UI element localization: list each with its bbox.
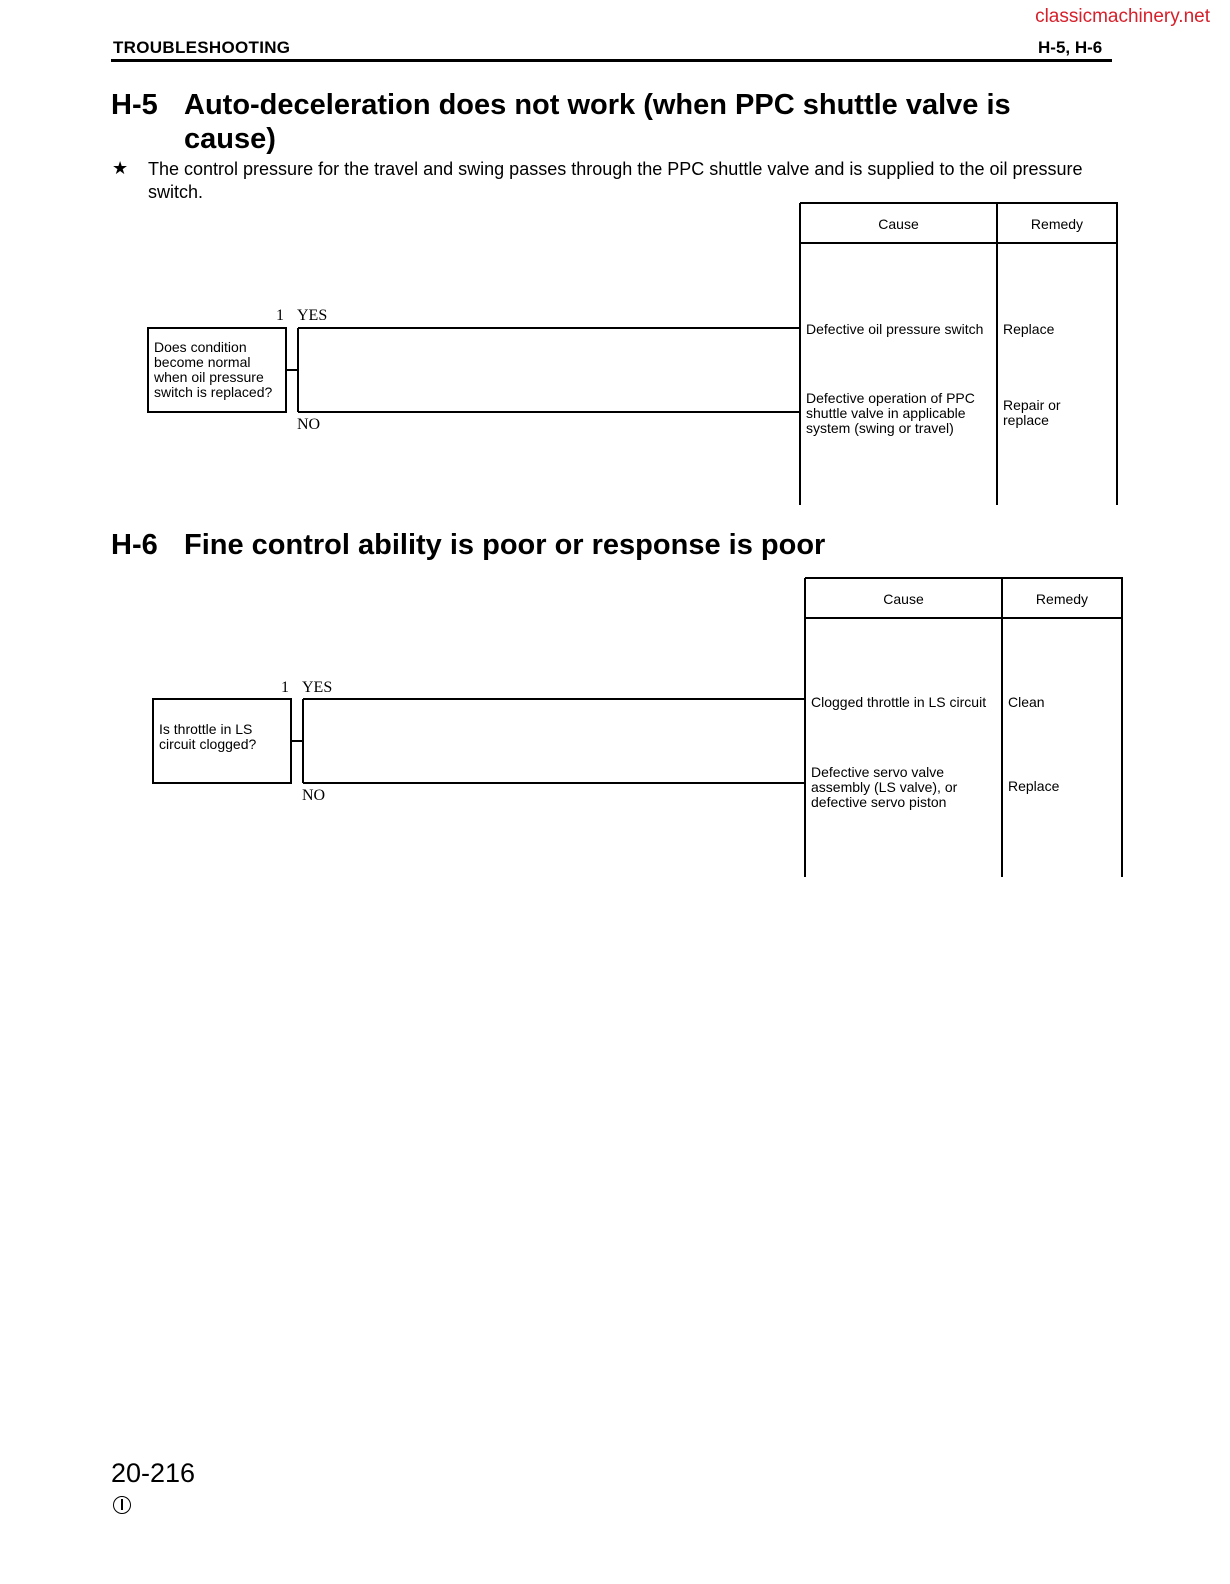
h6-remedy-header: Remedy bbox=[1035, 591, 1089, 607]
page-number: 20-216 bbox=[111, 1458, 196, 1488]
h5-remedy-1: Replace bbox=[1003, 321, 1055, 337]
h5-question-number: 1 bbox=[276, 307, 284, 324]
running-header-codes: H-5, H-6 bbox=[1038, 38, 1103, 57]
revision-mark-icon bbox=[113, 1496, 131, 1514]
h5-note: The control pressure for the travel and swing passes through the PPC shuttle valve and is supplied to the oil pressure switch. bbox=[148, 159, 1083, 202]
h5-remedy-header: Remedy bbox=[1030, 216, 1084, 232]
h5-cause-header: Cause bbox=[878, 216, 919, 232]
h5-cause-2: Defective operation of PPC shuttle valve in applicable system (swing or travel) bbox=[806, 390, 975, 436]
h6-yes-label: YES bbox=[302, 679, 333, 696]
h6-code: H-6 bbox=[111, 529, 158, 561]
h6-cause-2: Defective servo valve assembly (LS valve), or defective servo piston bbox=[811, 764, 958, 810]
h5-yes-label: YES bbox=[297, 307, 328, 324]
running-header-section: TROUBLESHOOTING bbox=[113, 38, 291, 57]
h6-question-text: Is throttle in LS circuit clogged? bbox=[159, 721, 257, 752]
h5-cause-1: Defective oil pressure switch bbox=[806, 321, 984, 337]
h6-remedy-2: Replace bbox=[1008, 778, 1060, 794]
watermark: classicmachinery.net bbox=[1035, 6, 1210, 27]
h6-heading bbox=[111, 528, 1111, 564]
h6-cause-1: Clogged throttle in LS circuit bbox=[811, 694, 987, 710]
h6-no-label: NO bbox=[302, 787, 326, 804]
h6-cause-header: Cause bbox=[883, 591, 924, 607]
h6-remedy-1: Clean bbox=[1008, 694, 1045, 710]
h5-remedy-2: Repair or replace bbox=[1003, 397, 1061, 428]
h6-title: Fine control ability is poor or response is poor bbox=[184, 529, 826, 561]
h5-code: H-5 bbox=[111, 89, 158, 121]
note-star-icon: ★ bbox=[112, 158, 129, 178]
h5-no-label: NO bbox=[297, 416, 321, 433]
h6-question-number: 1 bbox=[281, 679, 289, 696]
h5-title: Auto-deceleration does not work (when PPC shuttle valve is cause) bbox=[184, 89, 1011, 155]
h5-question-text: Does condition become normal when oil pressure switch is replaced? bbox=[154, 339, 273, 400]
